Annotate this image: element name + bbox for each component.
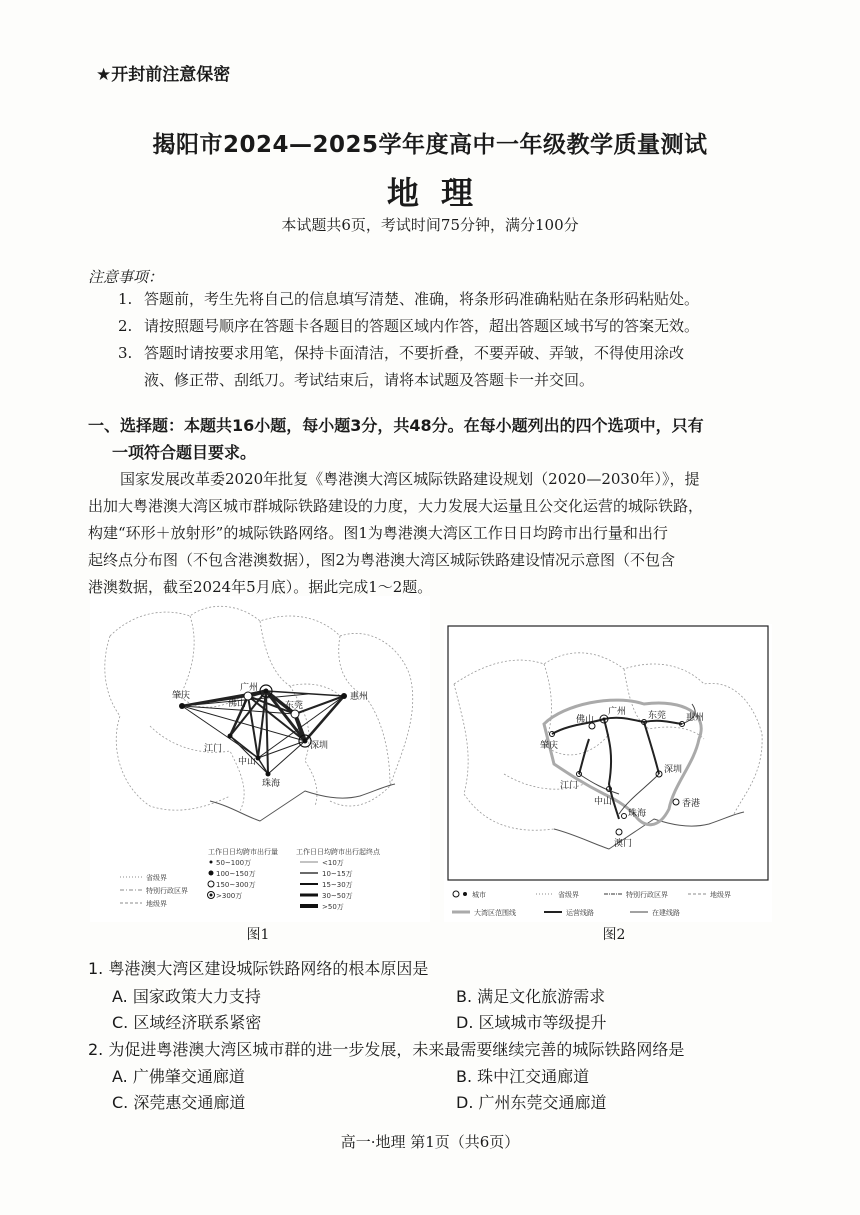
page-footer: 高一·地理 第1页（共6页） [340,1133,520,1151]
question-2-option-a: A. 广佛肇交通廊道 [112,1067,245,1086]
question-2-option-d: D. 广州东莞交通廊道 [456,1093,607,1112]
city-label-guangzhou: 广州 [240,683,259,693]
city-label-zhaoqing: 肇庆 [540,741,559,751]
legend-volume-title: 工作日日均跨市出行量 [208,848,278,856]
city-label-guangzhou: 广州 [608,707,627,717]
city-label-huizhou: 惠州 [350,692,369,702]
legend-item: 运营线路 [566,909,594,917]
figure2-label: 图2 [602,927,626,943]
legend-item: 地级界 [710,891,731,899]
legend-volume-item: >300万 [216,892,243,900]
passage-line: 构建“环形＋放射形”的城际铁路网络。图1为粤港澳大湾区工作日日均跨市出行量和出行 [88,524,668,542]
note-item [118,313,790,340]
figure1-map [90,596,430,922]
figure2-frame [448,626,768,880]
legend-od-item: <10万 [322,859,344,867]
city-label-zhuhai: 珠海 [628,809,647,819]
city-label-jiangmen: 江门 [560,781,579,791]
city-label-shenzhen: 深圳 [664,765,683,775]
city-label-shenzhen: 深圳 [310,741,329,751]
question-1-option-d: D. 区域城市等级提升 [456,1013,607,1032]
figure2-coast [554,812,744,849]
legend-od-item: 15~30万 [322,881,353,889]
note-item [118,340,790,394]
legend-od-item: >50万 [322,903,344,911]
question-2-option-c: C. 深莞惠交通廊道 [112,1093,246,1112]
city-label-jiangmen: 江门 [204,744,223,754]
question-1-option-c: C. 区域经济联系紧密 [112,1013,262,1032]
legend-item: 特别行政区界 [626,891,668,899]
legend-volume-item: 100~150万 [216,870,256,878]
exam-info: 本试题共6页，考试时间75分钟，满分100分 [281,216,579,234]
question-1-option-b: B. 满足文化旅游需求 [456,987,606,1006]
notes-heading: 注意事项： [88,268,164,286]
question-1-stem: 1. 粤港澳大湾区建设城际铁路网络的根本原因是 [88,959,429,978]
passage [88,466,788,601]
city-label-hongkong: 香港 [682,799,701,809]
figure1-coast [210,784,395,821]
legend-od-item: 10~15万 [322,870,353,878]
passage-line: 港澳数据，截至2024年5月底）。据此完成1～2题。 [88,578,433,596]
legend-item: 大湾区范围线 [474,909,516,917]
legend-bound-item: 省级界 [146,874,167,882]
city-label-zhuhai: 珠海 [262,779,281,789]
legend-bound-item: 地级界 [146,900,167,908]
passage-line: 国家发展改革委2020年批复《粤港澳大湾区城际铁路建设规划（2020—2030年）》，提 [120,470,700,488]
confidential-notice: ★开封前注意保密 [96,65,231,85]
passage-line: 出加大粤港澳大湾区城市群城际铁路建设的力度，大力发展大运量且公交化运营的城际铁路， [88,497,704,515]
question-2-stem: 2. 为促进粤港澳大湾区城市群的进一步发展，未来最需要继续完善的城际铁路网络是 [88,1040,685,1059]
city-label-zhongshan: 中山 [238,757,257,767]
section-heading-line2: 一项符合题目要求。 [112,443,257,462]
legend-item: 省级界 [558,891,579,899]
subject-title: 地理 [386,174,495,212]
note-text: 答题前，考生先将自己的信息填写清楚、准确，将条形码准确粘贴在条形码粘贴处。 [144,290,700,308]
legend-volume-item: 150~300万 [216,881,256,889]
note-item [118,286,790,313]
section-heading-line1: 一、选择题：本题共16小题，每小题3分，共48分。在每小题列出的四个选项中，只有 [88,416,704,435]
figure1-label: 图1 [246,927,270,943]
note-text: 答题时请按要求用笔，保持卡面清洁，不要折叠，不要弄破、弄皱，不得使用涂改 [144,344,685,362]
figure1-boundaries [105,606,413,811]
passage-line: 起终点分布图（不包含港澳数据），图2为粤港澳大湾区城际铁路建设情况示意图（不包含 [88,551,676,569]
question-1-option-a: A. 国家政策大力支持 [112,987,261,1006]
note-number: 1. [118,290,133,308]
legend-bound-item: 特别行政区界 [146,887,188,895]
note-text-continued: 液、修正带、刮纸刀。考试结束后，请将本试题及答题卡一并交回。 [144,371,595,389]
note-text: 请按照题号顺序在答题卡各题目的答题区域内作答，超出答题区域书写的答案无效。 [144,317,700,335]
city-label-huizhou: 惠州 [686,713,705,723]
exam-title: 揭阳市2024—2025学年度高中一年级教学质量测试 [152,132,708,158]
city-label-foshan: 佛山 [228,699,247,709]
legend-item: 城市 [472,891,486,899]
note-number: 2. [118,317,133,335]
city-label-dongguan: 东莞 [648,711,667,721]
legend-item: 在建线路 [652,909,680,917]
note-number: 3. [118,344,133,362]
city-label-foshan: 佛山 [576,715,595,725]
legend-od-item: 30~50万 [322,892,353,900]
city-label-zhongshan: 中山 [594,797,613,807]
figure2-operating-lines [552,718,682,819]
figure2-map [444,624,772,922]
legend-od-title: 工作日日均跨市出行起终点 [296,848,380,856]
legend-volume-item: 50~100万 [216,859,252,867]
city-label-dongguan: 东莞 [285,701,304,711]
question-2-option-b: B. 珠中江交通廊道 [456,1067,590,1086]
city-label-zhaoqing: 肇庆 [172,691,191,701]
city-label-macau: 澳门 [614,839,633,849]
section-heading [88,412,788,466]
figure1-od-lines [182,691,344,774]
